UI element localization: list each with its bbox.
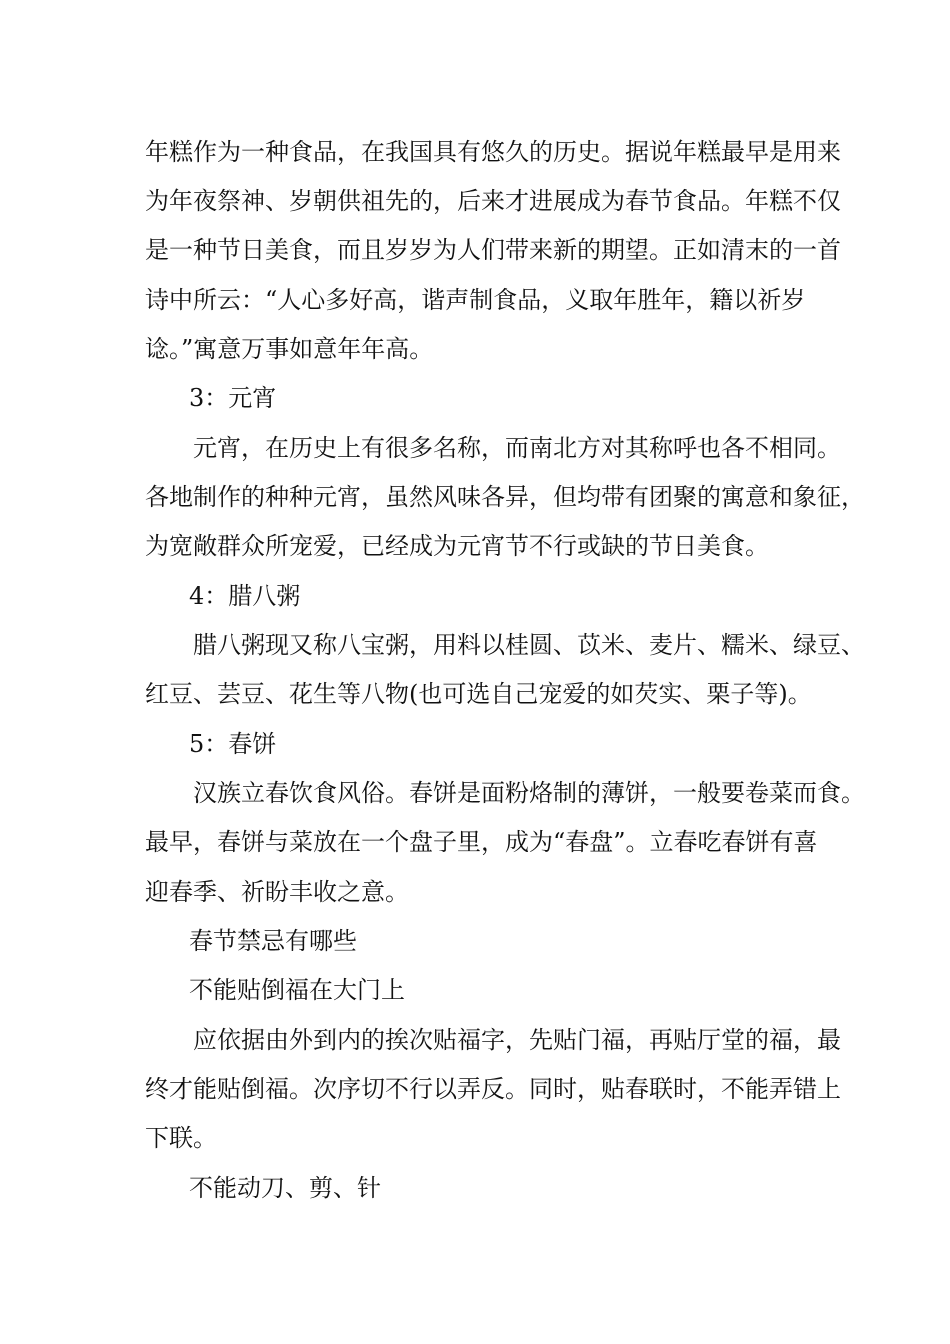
nian-gao-paragraph-line-2: 为年夜祭神、岁朝供祖先的，后来才进展成为春节食品。年糕不仅 (145, 187, 841, 215)
nian-gao-paragraph-line-4: 诗中所云：“人心多好高，谐声制食品，义取年胜年，籍以祈岁 (145, 286, 806, 314)
taboo-heading-fu: 不能贴倒福在大门上 (189, 976, 405, 1004)
section-heading-taboos: 春节禁忌有哪些 (189, 927, 357, 955)
nian-gao-paragraph-line-5: 谂。”寓意万事如意年年高。 (145, 335, 434, 363)
section-heading-yuanxiao: 3：元宵 (189, 384, 277, 412)
yuanxiao-paragraph-line-2: 各地制作的种种元宵，虽然风味各异，但均带有团聚的寓意和象征， (145, 483, 865, 511)
nian-gao-paragraph-line-3: 是一种节日美食，而且岁岁为人们带来新的期望。正如清末的一首 (145, 236, 841, 264)
chunbing-paragraph-line-2: 最早，春饼与菜放在一个盘子里，成为“春盘”。立春吃春饼有喜 (145, 828, 818, 856)
section-heading-labazhou: 4：腊八粥 (189, 582, 301, 610)
yuanxiao-paragraph-line-1: 元宵，在历史上有很多名称，而南北方对其称呼也各不相同。 (193, 434, 841, 462)
labazhou-paragraph-line-2: 红豆、芸豆、花生等八物(也可选自己宠爱的如芡实、栗子等)。 (145, 680, 812, 708)
taboo-fu-paragraph-line-1: 应依据由外到内的挨次贴福字，先贴门福，再贴厅堂的福，最 (193, 1026, 841, 1054)
yuanxiao-paragraph-line-3: 为宽敞群众所宠爱，已经成为元宵节不行或缺的节日美食。 (145, 532, 769, 560)
taboo-fu-paragraph-line-3: 下联。 (145, 1124, 217, 1152)
section-heading-chunbing: 5：春饼 (189, 730, 277, 758)
chunbing-paragraph-line-1: 汉族立春饮食风俗。春饼是面粉烙制的薄饼，一般要卷菜而食。 (193, 779, 865, 807)
chunbing-paragraph-line-3: 迎春季、祈盼丰收之意。 (145, 878, 409, 906)
labazhou-paragraph-line-1: 腊八粥现又称八宝粥，用料以桂圆、苡米、麦片、糯米、绿豆、 (193, 631, 865, 659)
nian-gao-paragraph-line-1: 年糕作为一种食品，在我国具有悠久的历史。据说年糕最早是用来 (145, 138, 841, 166)
taboo-heading-knife: 不能动刀、剪、针 (189, 1174, 381, 1202)
taboo-fu-paragraph-line-2: 终才能贴倒福。次序切不行以弄反。同时，贴春联时，不能弄错上 (145, 1075, 841, 1103)
